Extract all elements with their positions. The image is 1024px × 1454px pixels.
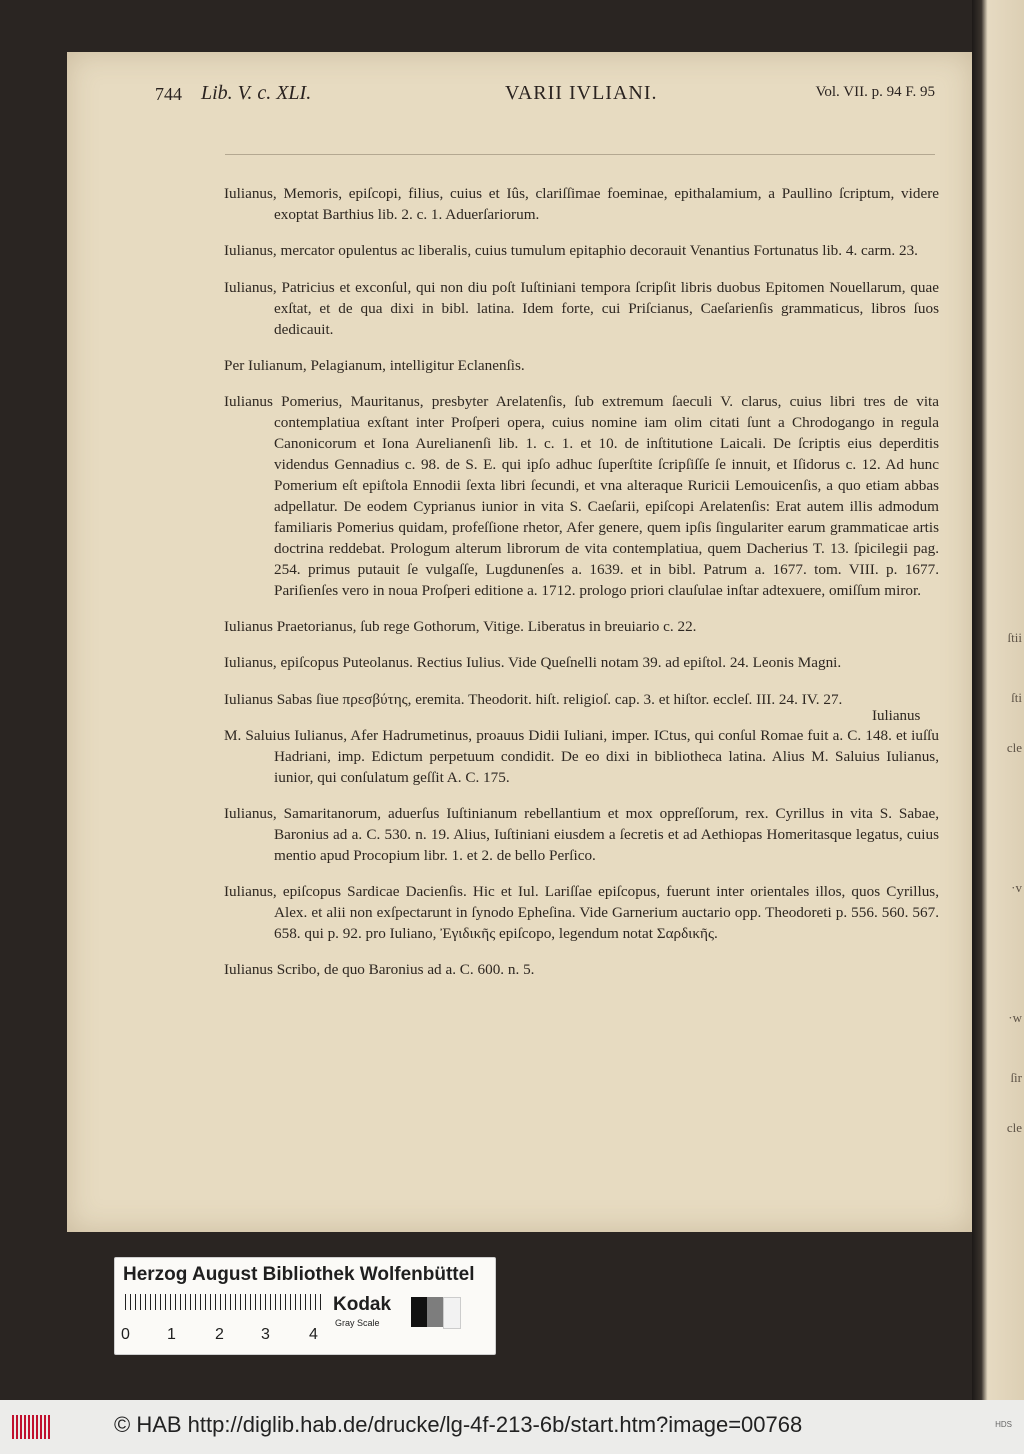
gutter-fragment: ·w bbox=[1008, 1010, 1022, 1025]
hab-logo-icon bbox=[12, 1415, 50, 1439]
scale-number: 4 bbox=[309, 1326, 318, 1343]
scale-number: 2 bbox=[215, 1326, 224, 1343]
gray-swatch-mid bbox=[427, 1297, 443, 1327]
copyright-url[interactable]: © HAB http://diglib.hab.de/drucke/lg-4f-213-6b/start.htm?image=00768 bbox=[114, 1412, 803, 1437]
gutter-fragment: ſtii bbox=[1007, 630, 1022, 645]
scale-number: 0 bbox=[121, 1326, 130, 1343]
header-rule bbox=[225, 154, 935, 155]
entry-iulianus-pomerius: Iulianus Pomerius, Mauritanus, presbyter Arelatenſis, ſub extremum ſaeculi V. clarus, cuius libri tres de vita contemplatiua exſtant inter Proſperi opera, cuius nomine iam olim citati ſunt a Chrodogango in regula Canonicorum et Iona Aurelianenſi lib. 1. c. 1. et 10. de inſtitutione Laicali. De ſcriptis eius deperditis videndus Gennadius c. 98. de S. E. qui ipſo adhuc ſuperſtite ſcripſiſſe ſe innuit, et Iſidorus c. 12. Ad hunc Pomerium eſt epiſtola Ennodii ſexta libri ſecundi, et vna alteraque Ruricii Lemouicenſis, a quo etiam abbas adpellatur. De eodem Cyprianus iunior in vita S. Caeſarii, epiſcopi Arelatenſis: Erat autem illis admodum familiaris Pomerius quidam, profeſſione rhetor, Afer genere, quem ipſis ſingulariter earum grammaticae artis doctrina reddebat. Prologum alterum librorum de vita contemplatiua, quem Dacherius T. 13. ſpicilegii pag. 254. primus putauit ſe vulgaſſe, Lugdunenſes a. 1639. et in bibl. Patrum a. 1677. tom. VIII. p. 1677. Pariſienſes vero in noua Proſperi editione a. 1712. prologo priori clauſulae inſtar adtexuere, omiſſum miror. bbox=[224, 392, 939, 599]
catchword: Iulianus bbox=[872, 708, 921, 724]
entry-per-iulianum-pelagianum: Per Iulianum, Pelagianum, intelligitur Eclanenſis. bbox=[224, 356, 525, 374]
scale-number: 1 bbox=[167, 1326, 176, 1343]
gutter-fragment: ſir bbox=[1010, 1070, 1022, 1085]
gray-scale-label: Gray Scale bbox=[335, 1318, 380, 1328]
entry-iulianus-sardicae: Iulianus, epiſcopus Sardicae Dacienſis. Hic et Iul. Lariſſae epiſcopus, fuerunt inter orientales illos, quos Cyrillus, Alex. et alii non exſpectarunt in ſynodo Epheſina. Vide Garnerium auctario opp. Theodoreti p. 556. 560. 567. 658. qui p. 92. pro Iuliano, Ἐγιδικῆς epiſcopo, legendum notat Σαρδικῆς. bbox=[224, 883, 939, 943]
gutter-fragment: cle bbox=[1006, 1120, 1022, 1135]
entry-list bbox=[224, 168, 939, 992]
kodak-logo: Kodak bbox=[333, 1294, 392, 1315]
gray-swatch-white bbox=[443, 1297, 461, 1329]
library-name: Herzog August Bibliothek Wolfenbüttel bbox=[123, 1264, 475, 1285]
entry-iulianus-scribo: Iulianus Scribo, de quo Baronius ad a. C. 600. n. 5. bbox=[224, 961, 535, 979]
footer-bar bbox=[0, 1400, 1024, 1454]
running-title: VARII IVLIANI. bbox=[505, 82, 658, 104]
page-header bbox=[155, 80, 935, 110]
entry-iulianus-memoris: Iulianus, Memoris, epiſcopi, filius, cuius et Iûs, clariſſimae foeminae, epithalamium, a Paullino ſcriptum, videre exoptat Barthius lib. 2. c. 1. Aduerſariorum. bbox=[224, 185, 939, 224]
entry-iulianus-praetorianus: Iulianus Praetorianus, ſub rege Gothorum, Vitige. Liberatus in breuiario c. 22. bbox=[224, 618, 697, 636]
entry-iulianus-puteolanus: Iulianus, epiſcopus Puteolanus. Rectius Iulius. Vide Queſnelli notam 39. ad epiſtol. 24. Leonis Magni. bbox=[224, 654, 842, 672]
ruler-ticks bbox=[125, 1294, 325, 1322]
entry-iulianus-samaritanorum: Iulianus, Samaritanorum, aduerſus Iuſtinianum rebellantium et mox oppreſſorum, rex. Cyrillus in vita S. Sabae, Baronius ad a. C. 530. n. 19. Alius, Iuſtiniani eiusdem a ſecretis et ad Aethiopas Homeritasque legatus, cuius mentio apud Procopium libr. 1. et 2. de bello Perſico. bbox=[224, 804, 939, 864]
entry-saluius-iulianus: M. Saluius Iulianus, Afer Hadrumetinus, proauus Didii Iuliani, imper. ICtus, qui conſul Romae fuit a. C. 148. et iuſſu Hadriani, imp. Edictum perpetuum condidit. De eo dixi in bibliotheca latina. Alius M. Saluius Iulianus, iunior, qui conſulatum geſſit A. C. 175. bbox=[224, 726, 939, 786]
gray-swatch-black bbox=[411, 1297, 427, 1327]
gutter-fragment: ſti bbox=[1011, 690, 1022, 705]
entry-iulianus-sabas: Iulianus Sabas ſiue πρεσβύτης, eremita. Theodorit. hiſt. religioſ. cap. 3. et hiſtor. eccleſ. III. 24. IV. 27. bbox=[224, 690, 843, 708]
gutter-fragment: ·v bbox=[1011, 880, 1022, 895]
gutter-fragment: cle bbox=[1006, 740, 1022, 755]
color-scale-card bbox=[114, 1257, 496, 1355]
page-number: 744 bbox=[155, 84, 182, 104]
entry-iulianus-mercator: Iulianus, mercator opulentus ac liberalis, cuius tumulum epitaphio decorauit Venantius Fortunatus lib. 4. carm. 23. bbox=[224, 242, 918, 260]
scale-number: 3 bbox=[261, 1326, 270, 1343]
gutter-next-page bbox=[972, 0, 1024, 1400]
volume-reference: Vol. VII. p. 94 F. 95 bbox=[815, 84, 935, 100]
entry-iulianus-patricius: Iulianus, Patricius et exconſul, qui non diu poſt Iuſtiniani tempora ſcripſit libris duobus Epitomen Nouellarum, quae exſtat, et de qua dixi in bibl. latina. Idem forte, cui Priſcianus, Caeſarienſis grammaticus, libros ſuos dedicauit. bbox=[224, 278, 939, 338]
footer-tag: HDS bbox=[995, 1420, 1012, 1429]
book-reference: Lib. V. c. XLI. bbox=[201, 82, 312, 104]
